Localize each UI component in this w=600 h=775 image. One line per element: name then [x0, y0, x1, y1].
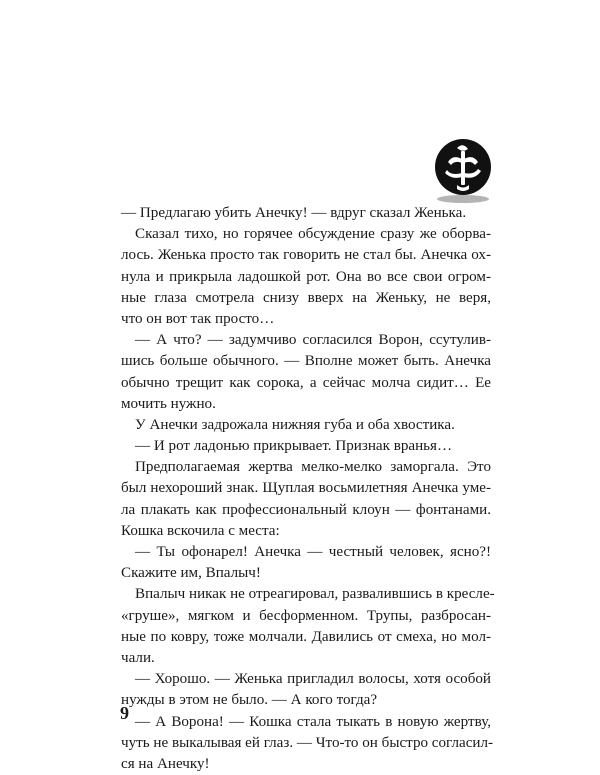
text-line: Впалыч никак не отреагировал, развалившись в кресле- — [135, 586, 495, 603]
text-line: что он вот так просто… — [121, 310, 275, 327]
page-number: 9 — [120, 703, 129, 723]
text-line: «груше», мягком и бесформенном. Трупы, разбросан- — [121, 607, 491, 624]
text-line: чали. — [121, 649, 155, 666]
text-line: — Ты офонарел! Анечка — честный человек, ясно?! — [135, 544, 491, 560]
text-line: Скажите им, Впалыч! — [121, 565, 261, 582]
text-line: — Хорошо. — Женька пригладил волосы, хотя особой — [135, 671, 491, 688]
text-line: лось. Женька просто так говорить не стал бы. Анечка ох- — [121, 247, 491, 264]
text-line: ла плакать как профессиональный клоун — фонтанами. — [121, 501, 491, 518]
ornament-emblem-icon — [430, 137, 496, 207]
text-line: мочить нужно. — [121, 395, 216, 412]
text-line: ся на Анечку! — [121, 755, 210, 772]
text-line: обычно трещит как сорока, а сейчас молча сидит… Ее — [121, 374, 491, 391]
text-line: Кошка вскочила с места: — [121, 522, 280, 539]
text-line: — Предлагаю убить Анечку! — вдруг сказал Женька. — [121, 205, 467, 221]
text-line: Предполагаемая жертва мелко-мелко заморгала. Это — [135, 459, 491, 476]
text-line: У Анечки задрожала нижняя губа и оба хвостика. — [135, 416, 455, 433]
text-line: ные по ковру, тоже молчали. Давились от смеха, но мол- — [121, 628, 491, 645]
text-line: — А что? — задумчиво согласился Ворон, ссутулив- — [135, 332, 491, 349]
text-line: — И рот ладонью прикрывает. Признак вранья… — [135, 438, 453, 455]
text-line: ные глаза смотрела снизу вверх на Женьку, не веря, — [121, 289, 491, 306]
text-line: нула и прикрыла ладошкой рот. Она во все свои огром- — [121, 268, 491, 285]
text-line: был нехороший знак. Щуплая восьмилетняя Анечка уме- — [121, 480, 491, 497]
page-text — [121, 203, 495, 775]
text-line: чуть не выкалывая ей глаз. — Что-то он быстро согласил- — [121, 734, 494, 751]
text-line: Сказал тихо, но горячее обсуждение сразу же оборва- — [135, 226, 491, 243]
text-line: — А Ворона! — Кошка стала тыкать в новую жертву, — [135, 713, 491, 730]
text-line: нужды в этом не было. — А кого тогда? — [121, 692, 378, 709]
text-line: шись больше обычного. — Вполне может быть. Анечка — [121, 353, 491, 370]
